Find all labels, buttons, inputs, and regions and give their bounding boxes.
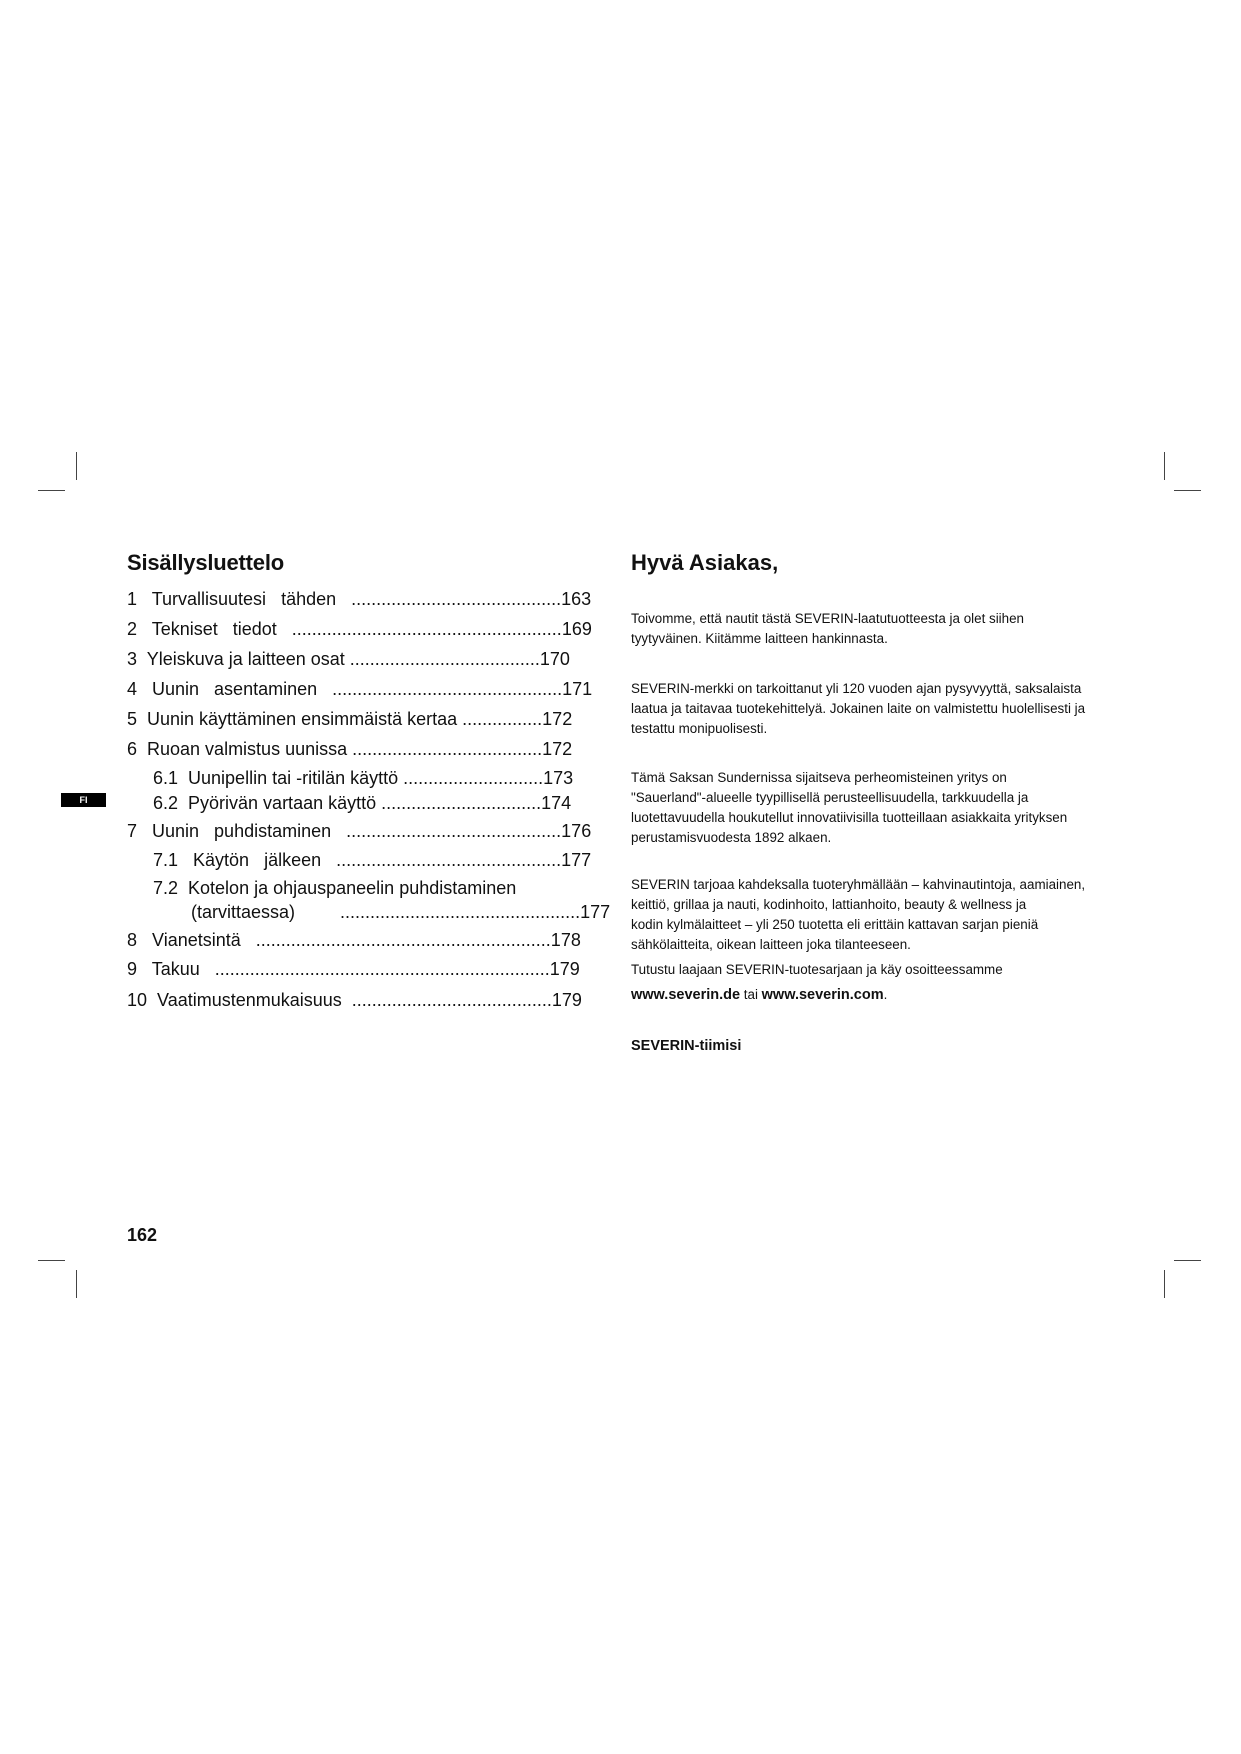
crop-mark — [1164, 1270, 1165, 1298]
page-number: 162 — [127, 1225, 158, 1245]
toc-entry[interactable]: (tarvittaessa) ................................................177 — [191, 902, 611, 922]
text-line: SEVERIN-merkki on tarkoittanut yli 120 vuoden ajan pysyvyyttä, saksalaista — [631, 681, 1082, 696]
signature: SEVERIN-tiimisi — [631, 1038, 742, 1054]
toc-entry[interactable]: 7.2 Kotelon ja ohjauspaneelin puhdistaminen — [153, 878, 517, 898]
website-link-de[interactable]: www.severin.de — [631, 987, 741, 1003]
toc-entry[interactable]: 5 Uunin käyttäminen ensimmäistä kertaa ................172 — [127, 709, 573, 729]
paragraph — [631, 679, 1111, 739]
paragraph — [631, 609, 1111, 649]
crop-mark — [38, 490, 65, 491]
language-badge: FI — [61, 793, 106, 807]
text-line: perustamisvuodesta 1892 alkaen. — [631, 830, 832, 845]
text-line: Toivomme, että nautit tästä SEVERIN-laatutuotteesta ja olet siihen — [631, 611, 1024, 626]
toc-entry[interactable]: 3 Yleiskuva ja laitteen osat ......................................170 — [127, 649, 570, 669]
text-line: sähkölaitteita, oikean laitteen joka tilanteeseen. — [631, 937, 911, 952]
toc-entry[interactable]: 6.2 Pyörivän vartaan käyttö ................................174 — [153, 793, 572, 813]
toc-entry[interactable]: 10 Vaatimustenmukaisuus ........................................179 — [127, 990, 582, 1010]
text-line: "Sauerland"-alueelle tyypillisellä perusteellisuudella, tarkkuudella ja — [631, 790, 1029, 805]
paragraph: Tutustu laajaan SEVERIN-tuotesarjaan ja käy osoitteessamme — [631, 962, 1003, 977]
greeting-title: Hyvä Asiakas, — [631, 550, 779, 575]
url-line — [631, 985, 1111, 1005]
connector-text: tai — [740, 987, 762, 1002]
toc-entry[interactable]: 4 Uunin asentaminen ..............................................171 — [127, 679, 593, 699]
toc-entry[interactable]: 7.1 Käytön jälkeen .............................................177 — [153, 850, 592, 870]
text-line: kodin kylmälaitteet – yli 250 tuotetta eli erittäin kattavan sarjan pieniä — [631, 917, 1039, 932]
toc-entry[interactable]: 6 Ruoan valmistus uunissa ......................................172 — [127, 739, 573, 759]
toc-entry[interactable]: 2 Tekniset tiedot ......................................................169 — [127, 619, 592, 639]
text-line: tyytyväinen. Kiitämme laitteen hankinnasta. — [631, 631, 888, 646]
crop-mark — [76, 452, 77, 480]
crop-mark — [38, 1260, 65, 1261]
text-line: testattu monipuolisesti. — [631, 721, 768, 736]
toc-entry[interactable]: 6.1 Uunipellin tai -ritilän käyttö ............................173 — [153, 768, 574, 788]
toc-entry[interactable]: 8 Vianetsintä ...........................................................178 — [127, 930, 581, 950]
text-line: keittiö, grillaa ja nauti, kodinhoito, lattianhoito, beauty & wellness ja — [631, 897, 1027, 912]
toc-entry[interactable]: 7 Uunin puhdistaminen ...........................................176 — [127, 821, 592, 841]
paragraph — [631, 768, 1111, 848]
crop-mark — [1174, 1260, 1201, 1261]
crop-mark — [1174, 490, 1201, 491]
crop-mark — [1164, 452, 1165, 480]
paragraph — [631, 875, 1111, 955]
website-link-com[interactable]: www.severin.com — [761, 987, 884, 1003]
text-line: Tämä Saksan Sundernissa sijaitseva perheomisteinen yritys on — [631, 770, 1007, 785]
text-line: SEVERIN tarjoaa kahdeksalla tuoteryhmällään – kahvinautintoja, aamiainen, — [631, 877, 1086, 892]
toc-entry[interactable]: 9 Takuu ...................................................................179 — [127, 959, 580, 979]
text-line: laatua ja taitavaa tuotekehittelyä. Jokainen laite on valmistettu huolellisesti ja — [631, 701, 1086, 716]
text-line: luotettavuudella houkutellut innovatiivisilla tuotteillaan asiakkaita yrityksen — [631, 810, 1068, 825]
toc-entry[interactable]: 1 Turvallisuutesi tähden ..........................................163 — [127, 589, 592, 609]
period: . — [883, 987, 888, 1002]
crop-mark — [76, 1270, 77, 1298]
toc-title: Sisällysluettelo — [127, 550, 284, 575]
